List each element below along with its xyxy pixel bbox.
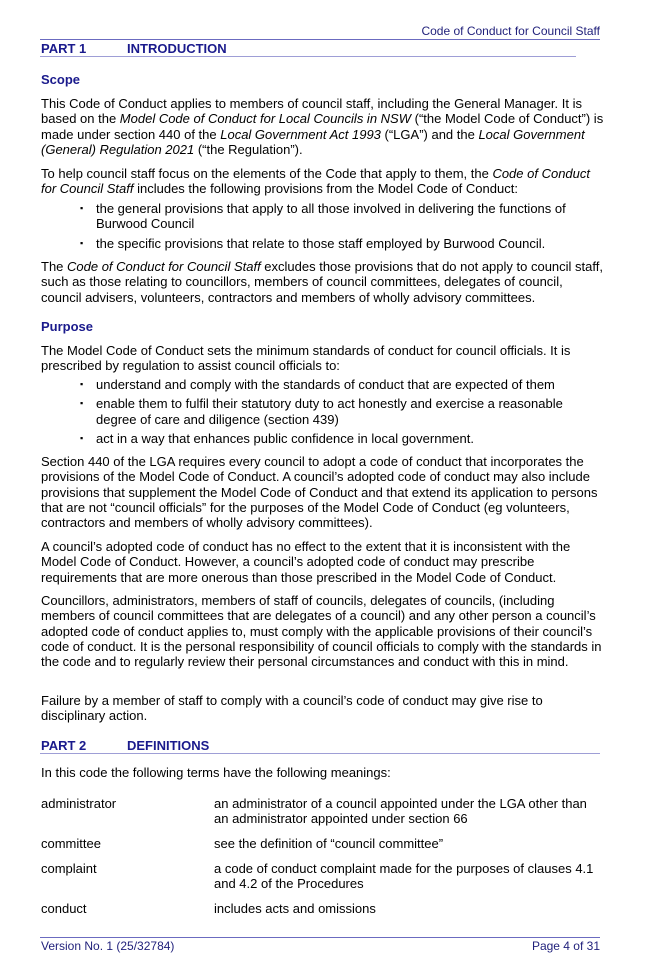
part1-title: INTRODUCTION — [127, 41, 227, 56]
purpose-paragraph-3: A council’s adopted code of conduct has no effect to the extent that it is inconsistent with the Model Code of Conduct. However, a council’s adopted code of conduct may prescribe requirements that are more onerous than those prescribed in the Model Code of Conduct. — [41, 539, 571, 585]
purpose-heading: Purpose — [41, 319, 94, 334]
part1-number: PART 1 — [41, 41, 87, 56]
scope-paragraph-1: This Code of Conduct applies to members of council staff, including the General Manager. It is based on the Model Code of Conduct for Local Councils in NSW (“the Model Code of Conduct”) is made under section 440 of the Local Government Act 1993 (“LGA”) and the Local Government (General) Regulation 2021 (“the Regulation”). — [41, 96, 604, 157]
purpose-paragraph-5: Failure by a member of staff to comply with a council’s code of conduct may give rise to disciplinary action. — [41, 693, 543, 724]
scope-bullet-list — [80, 201, 580, 255]
purpose-bullet: ▪ understand and comply with the standards of conduct that are expected of them — [80, 377, 580, 392]
purpose-bullet-list — [80, 377, 580, 450]
definition-meaning: a code of conduct complaint made for the purposes of clauses 4.1 and 4.2 of the Procedures — [214, 861, 594, 892]
footer-page-number: Page 4 of 31 — [531, 939, 600, 953]
scope-paragraph-3: The Code of Conduct for Council Staff excludes those provisions that do not apply to council staff, such as those relating to councillors, members of council committees, delegates of council, council advisers, volunteers, contractors and members of wholly advisory committees. — [41, 259, 603, 305]
definition-term: complaint — [41, 861, 97, 876]
definition-term: conduct — [41, 901, 87, 916]
definition-meaning: see the definition of “council committee” — [214, 836, 444, 851]
running-header-title: Code of Conduct for Council Staff — [421, 24, 600, 38]
part2-title: DEFINITIONS — [127, 738, 210, 753]
purpose-bullet: ▪ enable them to fulfil their statutory duty to act honestly and exercise a reasonable degree of care and diligence (section 439) — [80, 396, 580, 427]
purpose-paragraph-1: The Model Code of Conduct sets the minimum standards of conduct for council officials. It is prescribed by regulation to assist council officials to: — [41, 343, 571, 374]
part1-heading — [41, 41, 227, 56]
scope-bullet: ▪ the general provisions that apply to all those involved in delivering the functions of Burwood Council — [80, 201, 580, 232]
definition-term: committee — [41, 836, 101, 851]
scope-heading: Scope — [41, 72, 81, 87]
definitions-intro: In this code the following terms have the following meanings: — [41, 765, 391, 780]
header-rule — [40, 39, 600, 40]
purpose-bullet: ▪ act in a way that enhances public confidence in local government. — [80, 431, 580, 446]
part2-heading — [41, 738, 209, 753]
definition-term: administrator — [41, 796, 117, 811]
footer-rule — [40, 937, 600, 938]
purpose-paragraph-2: Section 440 of the LGA requires every council to adopt a code of conduct that incorporates the provisions of the Model Code of Conduct. A council’s adopted code of conduct may also include provisions that supplement the Model Code of Conduct and that extend its application to persons that are not “council officials” for the purposes of the Model Code of Conduct (eg volunteers, contractors and members of wholly advisory committees). — [41, 454, 598, 531]
part2-rule — [40, 753, 600, 754]
part2-number: PART 2 — [41, 738, 87, 753]
footer-version: Version No. 1 (25/32784) — [41, 939, 175, 953]
purpose-paragraph-4: Councillors, administrators, members of staff of councils, delegates of councils, (including members of council committees that are delegates of a council) and any other person a council’s adopted code of conduct applies to, must comply with the applicable provisions of their council’s code of conduct. It is the personal responsibility of council officials to comply with the standards in the code and to regularly review their personal circumstances and conduct with this in mind. — [41, 593, 602, 670]
definition-meaning: includes acts and omissions — [214, 901, 376, 916]
part1-rule — [40, 56, 576, 57]
scope-paragraph-2: To help council staff focus on the elements of the Code that apply to them, the Code of Conduct for Council Staff includes the following provisions from the Model Code of Conduct: — [41, 166, 591, 197]
scope-bullet: ▪ the specific provisions that relate to those staff employed by Burwood Council. — [80, 236, 580, 251]
definition-meaning: an administrator of a council appointed under the LGA other than an administrator appointed under section 66 — [214, 796, 587, 827]
